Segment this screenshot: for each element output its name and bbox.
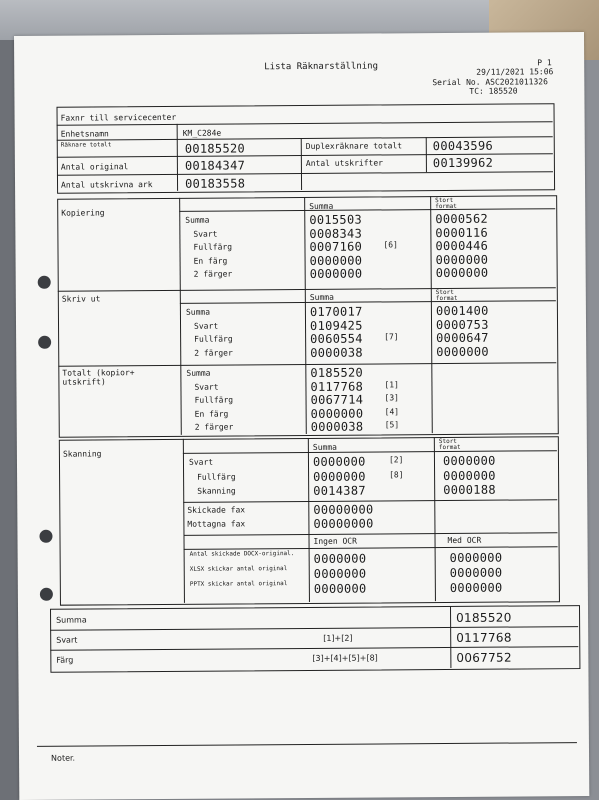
summary-black-formula: [1]+[2] xyxy=(323,633,353,643)
sheets-value: 00183558 xyxy=(184,176,246,191)
total-row-sum: 0117768 xyxy=(310,379,364,394)
ocr-row-no-ocr: 0000000 xyxy=(313,581,367,596)
fax-sent-label: Skickade fax xyxy=(187,505,246,515)
tc-counter: TC: 185520 xyxy=(469,86,518,96)
total-row-mark: [4] xyxy=(384,406,400,416)
print-col-large: Stort format xyxy=(435,288,458,303)
sheets-label: Antal utskrivna ark xyxy=(61,180,153,190)
copy-row-large: 0000116 xyxy=(435,225,489,240)
copy-row-label: Summa xyxy=(185,215,210,225)
originals-value: 00184347 xyxy=(184,158,246,173)
copy-row-label: 2 färger xyxy=(193,269,233,279)
scan-row-mark: [8] xyxy=(389,469,404,479)
summary-sum-label: Summa xyxy=(56,615,87,625)
punch-hole xyxy=(39,530,52,543)
total-row-mark: [3] xyxy=(384,393,400,403)
scan-row-label: Svart xyxy=(188,457,214,467)
report-datetime: 29/11/2021 15:06 xyxy=(476,67,554,77)
print-row-mark: [7] xyxy=(384,332,399,342)
scan-col-sum: Summa xyxy=(312,442,338,452)
total-row-mark: [1] xyxy=(384,379,399,389)
ocr-row-no-ocr: 0000000 xyxy=(313,566,367,581)
copy-row-label: Svart xyxy=(193,229,218,239)
total-row-sum: 0067714 xyxy=(310,392,364,407)
copy-col-sum: Summa xyxy=(309,201,334,211)
total-row-sum: 0000038 xyxy=(310,419,364,434)
duplex-label: Duplexräknare totalt xyxy=(305,141,403,151)
scan-row-label: Fullfärg xyxy=(197,471,236,482)
summary-color-value: 0067752 xyxy=(456,650,512,665)
unit-value: KM_C284e xyxy=(182,128,222,138)
copy-row-label: En färg xyxy=(193,256,228,266)
document-page xyxy=(14,32,589,800)
ocr-row-label: XLSX skickar antal original xyxy=(189,565,288,573)
print-row-sum: 0170017 xyxy=(309,304,363,319)
counter-total-value: 00185520 xyxy=(184,141,246,156)
scan-row-large: 0000188 xyxy=(443,482,496,498)
total-row-label: Fullfärg xyxy=(194,395,234,405)
copy-row-large: 0000000 xyxy=(435,252,489,267)
fax-recv-value: 00000000 xyxy=(313,516,374,531)
print-row-sum: 0109425 xyxy=(309,318,363,333)
ocr-row-ocr: 0000000 xyxy=(449,565,503,580)
copy-row-label: Fullfärg xyxy=(193,242,233,252)
print-row-label: Summa xyxy=(185,307,211,317)
scan-row-mark: [2] xyxy=(388,455,404,465)
summary-black-value: 0117768 xyxy=(456,630,512,645)
print-row-label: Fullfärg xyxy=(194,334,233,344)
print-row-sum: 0060554 xyxy=(310,331,363,346)
scan-row-sum: 0000000 xyxy=(312,454,366,469)
col-no-ocr: Ingen OCR xyxy=(313,536,357,546)
scan-row-large: 0000000 xyxy=(442,453,496,469)
print-row-label: Svart xyxy=(193,321,219,331)
printouts-value: 00139962 xyxy=(432,155,494,171)
total-row-sum: 0000000 xyxy=(310,406,364,421)
print-row-large: 0000000 xyxy=(436,344,489,359)
col-ocr: Med OCR xyxy=(447,535,482,545)
print-row-large: 0001400 xyxy=(435,303,489,319)
copy-row-large: 0000000 xyxy=(435,265,489,281)
duplex-value: 00043596 xyxy=(432,138,494,154)
ocr-row-no-ocr: 0000000 xyxy=(313,551,367,566)
summary-sum-value: 0185520 xyxy=(456,610,512,625)
punch-hole xyxy=(40,588,53,601)
print-row-large: 0000647 xyxy=(436,330,489,346)
ocr-row-ocr: 0000000 xyxy=(449,550,503,565)
summary-black-label: Svart xyxy=(56,635,78,645)
total-section-label: Totalt (kopior+ utskrift) xyxy=(62,368,135,387)
ocr-row-label: Antal skickade DOCX-original. xyxy=(189,550,295,558)
total-row-label: Svart xyxy=(194,382,219,392)
copy-row-sum: 0007160 xyxy=(309,239,363,254)
copy-row-large: 0000446 xyxy=(435,238,489,254)
punch-hole xyxy=(38,276,51,289)
scan-col-large: Stort format xyxy=(438,437,461,452)
notes-label: Noter. xyxy=(51,753,76,763)
total-row-label: 2 färger xyxy=(194,422,234,432)
total-row-mark: [5] xyxy=(384,420,400,430)
scan-row-sum: 0014387 xyxy=(313,483,366,498)
fax-recv-label: Mottagna fax xyxy=(187,519,246,529)
print-col-sum: Summa xyxy=(309,292,334,302)
total-row-label: En färg xyxy=(194,409,229,419)
print-row-label: 2 färger xyxy=(194,347,233,358)
unit-label: Enhetsnamn xyxy=(60,129,109,139)
copy-row-sum: 0000000 xyxy=(309,266,363,281)
originals-label: Antal original xyxy=(60,162,129,172)
copy-row-sum: 0015503 xyxy=(309,212,363,227)
summary-color-formula: [3]+[4]+[5]+[8] xyxy=(312,653,378,663)
copy-row-sum: 0000000 xyxy=(309,253,363,268)
counter-total-label: Räknare totalt xyxy=(60,141,112,149)
summary-color-label: Färg xyxy=(56,655,74,665)
page-number: P 1 xyxy=(537,58,552,68)
ocr-row-ocr: 0000000 xyxy=(449,580,503,595)
copy-section-label: Kopiering xyxy=(61,208,105,218)
print-section-label: Skriv ut xyxy=(61,294,101,304)
print-row-sum: 0000038 xyxy=(310,345,363,360)
punch-hole xyxy=(38,336,51,349)
copy-row-mark: [6] xyxy=(383,240,398,250)
fax-sent-value: 00000000 xyxy=(313,502,374,517)
print-row-large: 0000753 xyxy=(435,317,489,332)
fax-label: Faxnr till servicecenter xyxy=(60,112,177,123)
total-row-label: Summa xyxy=(186,368,211,378)
copy-row-sum: 0008343 xyxy=(309,226,363,241)
scan-row-large: 0000000 xyxy=(443,468,496,483)
copy-col-large: Stort format xyxy=(435,196,457,211)
total-row-sum: 0185520 xyxy=(310,365,364,380)
copy-row-large: 0000562 xyxy=(435,211,489,227)
scan-section-label: Skanning xyxy=(62,449,102,459)
ocr-row-label: PPTX skickar antal original xyxy=(189,580,288,588)
scan-row-sum: 0000000 xyxy=(313,469,366,484)
printouts-label: Antal utskrifter xyxy=(305,158,383,168)
scan-row-label: Skanning xyxy=(197,486,236,496)
serial-number: Serial No. ASC2021011326 xyxy=(432,77,548,88)
report-title: Lista Räknarställning xyxy=(264,61,379,73)
